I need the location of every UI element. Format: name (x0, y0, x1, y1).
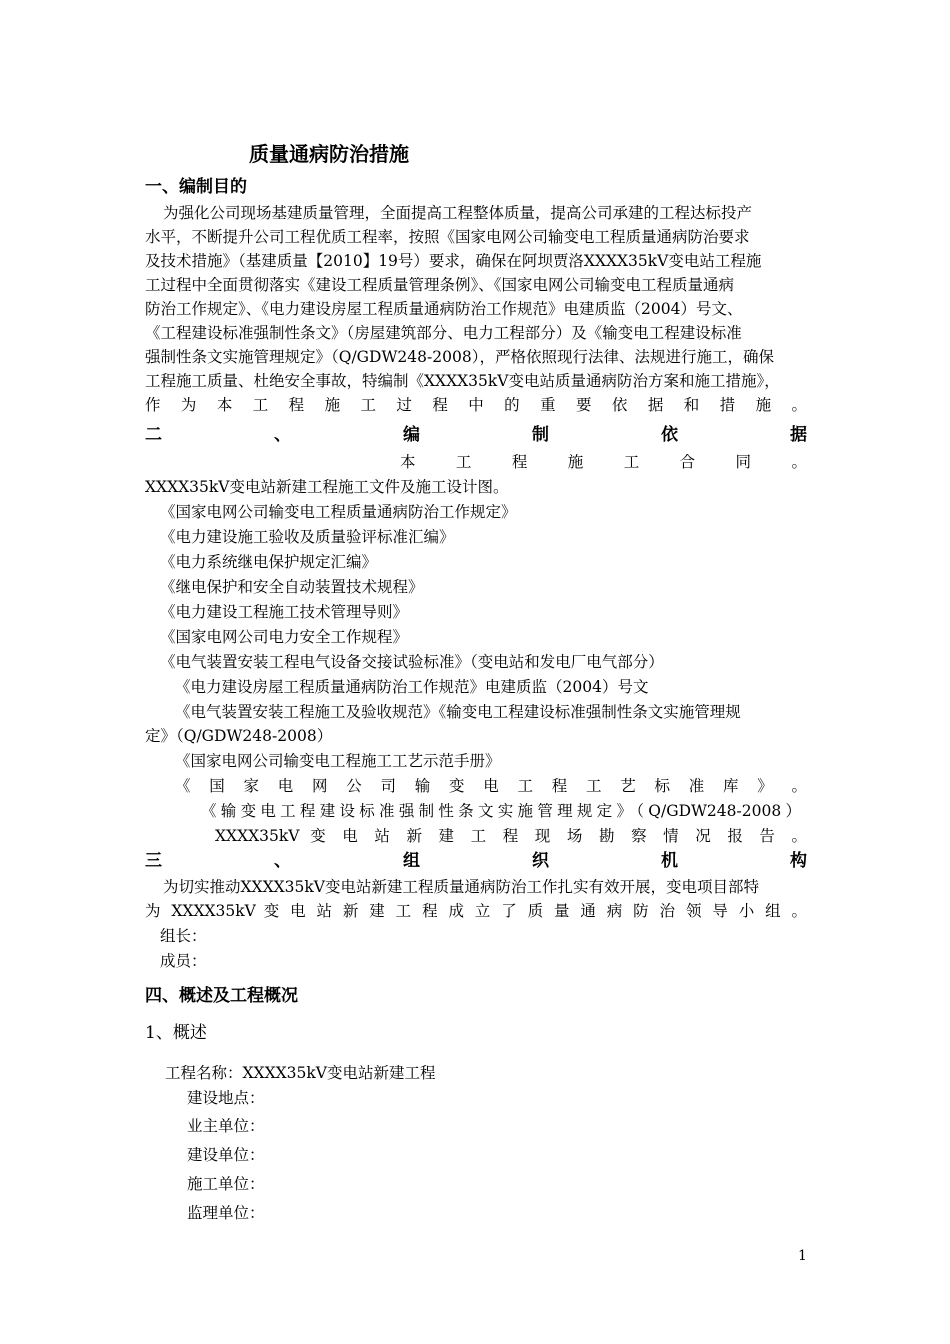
subsection-heading: 1、概述 (145, 1023, 207, 1043)
members-label: 成员： (160, 952, 207, 970)
paragraph-line: 防治工作规定》、《电力建设房屋工程质量通病防治工作规范》电建质监（2004）号文、 (145, 300, 743, 318)
paragraph-line: 为 XXXX35kV 变 电 站 新 建 工 程 成 立 了 质 量 通 病 防 治 领 导 小 组 。 (145, 902, 807, 920)
project-name: 工程名称：XXXX35kV变电站新建工程 (165, 1064, 436, 1082)
reference-item: XXXX35kV 变 电 站 新 建 工 程 现 场 勘 察 情 况 报 告 。 (215, 827, 807, 845)
field-label: 监理单位： (187, 1204, 265, 1222)
paragraph-line: 水平，不断提升公司工程优质工程率，按照《国家电网公司输变电工程质量通病防治要求 (145, 228, 750, 246)
reference-item: 《电力系统继电保护规定汇编》 (160, 553, 378, 571)
section-1-heading: 一、编制目的 (145, 177, 247, 197)
field-label: 施工单位： (187, 1175, 265, 1193)
reference-item: 定》（Q/GDW248-2008） (145, 727, 333, 745)
paragraph-line: 为强化公司现场基建质量管理，全面提高工程整体质量，提高公司承建的工程达标投产 (163, 204, 753, 222)
reference-item: 《电力建设工程施工技术管理导则》 (160, 603, 409, 621)
reference-item: 《国家电网公司输变电工程施工工艺示范手册》 (175, 752, 501, 770)
section-2-heading: 二 、 编 制 依 据 (145, 425, 807, 445)
reference-item: 《电气装置安装工程电气设备交接试验标准》（变电站和发电厂电气部分） (160, 653, 664, 671)
reference-item: 《电气装置安装工程施工及验收规范》《输变电工程建设标准强制性条文实施管理规 (175, 703, 741, 721)
reference-item: 《国家电网公司输变电工程质量通病防治工作规定》 (160, 503, 517, 521)
field-label: 业主单位： (187, 1117, 265, 1135)
leader-label: 组长： (160, 927, 207, 945)
paragraph-line: 及技术措施》（基建质量【2010】19号）要求，确保在阿坝贾洛XXXX35kV变电站工程施 (145, 252, 762, 270)
reference-item: 《 国 家 电 网 公 司 输 变 电 工 程 工 艺 标 准 库 》 。 (175, 777, 808, 795)
section-3-heading: 三 、 组 织 机 构 (145, 851, 807, 871)
reference-item: XXXX35kV变电站新建工程施工文件及施工设计图。 (145, 478, 509, 496)
paragraph-line: 工过程中全面贯彻落实《建设工程质量管理条例》、《国家电网公司输变电工程质量通病 (145, 276, 735, 294)
reference-item: 《电力建设施工验收及质量验评标准汇编》 (160, 528, 455, 546)
reference-item: 《国家电网公司电力安全工作规程》 (160, 628, 409, 646)
reference-item: 《继电保护和安全自动装置技术规程》 (160, 578, 424, 596)
page-number: 1 (798, 1248, 807, 1264)
page-title: 质量通病防治措施 (249, 142, 409, 166)
paragraph-line: 为切实推动XXXX35kV变电站新建工程质量通病防治工作扎实有效开展，变电项目部特 (163, 878, 759, 896)
reference-item: 《电力建设房屋工程质量通病防治工作规范》电建质监（2004）号文 (175, 678, 649, 696)
paragraph-line: 《工程建设标准强制性条文》（房屋建筑部分、电力工程部分）及《输变电工程建设标准 (145, 324, 742, 342)
field-label: 建设地点： (187, 1089, 265, 1107)
paragraph-line: 作 为 本 工 程 施 工 过 程 中 的 重 要 依 据 和 措 施 。 (145, 396, 807, 414)
reference-item: 本 工 程 施 工 合 同 。 (400, 453, 807, 471)
reference-item: 《输变电工程建设标准强制性条文实施管理规定》（Q/GDW248-2008） (201, 802, 801, 820)
field-label: 建设单位： (187, 1146, 265, 1164)
section-4-heading: 四、概述及工程概况 (145, 986, 298, 1006)
paragraph-line: 强制性条文实施管理规定》（Q/GDW248-2008），严格依照现行法律、法规进行施工，确保 (145, 348, 774, 366)
paragraph-line: 工程施工质量、杜绝安全事故，特编制《XXXX35kV变电站质量通病防治方案和施工措施》， (145, 372, 780, 390)
